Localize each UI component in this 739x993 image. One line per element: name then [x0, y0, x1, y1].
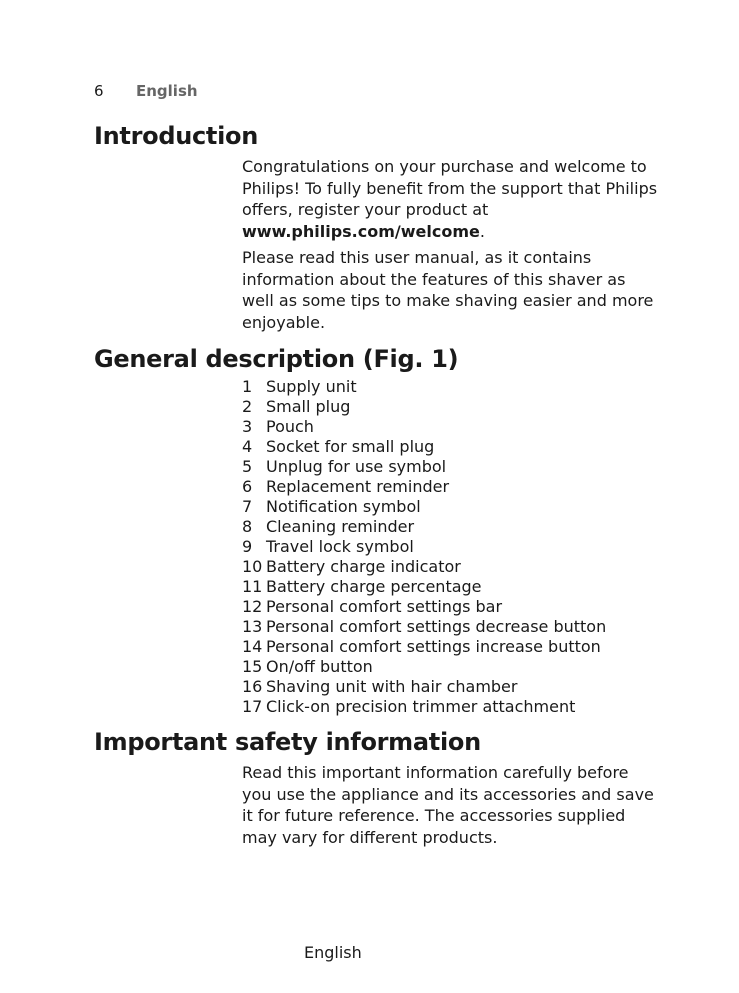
- item-number: 4: [242, 437, 253, 456]
- item-label: Replacement reminder: [266, 477, 450, 496]
- parts-list-item: [242, 537, 606, 557]
- item-number: 10: [242, 557, 263, 576]
- parts-list-item: [242, 637, 606, 657]
- item-label: On/off button: [266, 657, 373, 676]
- philips-welcome-link[interactable]: www.philips.com/welcome: [242, 221, 480, 241]
- item-label: Pouch: [266, 417, 314, 436]
- parts-list-item: [242, 397, 606, 417]
- parts-list: [242, 377, 606, 717]
- parts-list-item: [242, 517, 606, 537]
- item-number: 8: [242, 517, 253, 536]
- parts-list-item: [242, 657, 606, 677]
- introduction-period: .: [479, 221, 485, 241]
- safety-heading: Important safety information: [94, 728, 481, 756]
- safety-paragraph: Read this important information carefully before you use the appliance and its accessories and save it for future reference. The accessories supplied may vary for different products.: [242, 763, 654, 847]
- item-number: 17: [242, 697, 263, 716]
- parts-list-item: [242, 497, 606, 517]
- item-number: 5: [242, 457, 253, 476]
- introduction-paragraph-2: Please read this user manual, as it contains information about the features of this shaver as well as some tips to make shaving easier and more enjoyable.: [242, 248, 654, 332]
- item-label: Click-on precision trimmer attachment: [266, 697, 576, 716]
- header-language: English: [136, 82, 198, 100]
- item-number: 9: [242, 537, 253, 556]
- item-label: Unplug for use symbol: [266, 457, 447, 476]
- item-label: Cleaning reminder: [266, 517, 415, 536]
- item-label: Socket for small plug: [266, 437, 435, 456]
- parts-list-item: [242, 417, 606, 437]
- parts-list-item: [242, 697, 606, 717]
- parts-list-item: [242, 557, 606, 577]
- general-description-heading: General description (Fig. 1): [94, 345, 459, 373]
- item-number: 13: [242, 617, 263, 636]
- item-label: Travel lock symbol: [266, 537, 414, 556]
- item-number: 14: [242, 637, 263, 656]
- item-number: 6: [242, 477, 253, 496]
- item-label: Personal comfort settings bar: [266, 597, 503, 616]
- item-number: 1: [242, 377, 253, 396]
- item-number: 3: [242, 417, 253, 436]
- introduction-heading: Introduction: [94, 122, 258, 150]
- parts-list-item: [242, 457, 606, 477]
- item-number: 12: [242, 597, 263, 616]
- page-header: [94, 80, 198, 102]
- item-label: Notification symbol: [266, 497, 421, 516]
- item-label: Personal comfort settings increase button: [266, 637, 601, 656]
- footer-language: English: [304, 943, 362, 962]
- item-label: Personal comfort settings decrease button: [266, 617, 607, 636]
- item-number: 15: [242, 657, 263, 676]
- page-number: 6: [94, 82, 104, 100]
- introduction-paragraph-1: [242, 156, 662, 242]
- item-number: 7: [242, 497, 253, 516]
- parts-list-item: [242, 617, 606, 637]
- item-label: Battery charge percentage: [266, 577, 482, 596]
- item-label: Supply unit: [266, 377, 357, 396]
- item-label: Shaving unit with hair chamber: [266, 677, 518, 696]
- introduction-text: Congratulations on your purchase and welcome to Philips! To fully benefit from the support that Philips offers, register your product at: [242, 157, 658, 220]
- parts-list-item: [242, 377, 606, 397]
- item-number: 2: [242, 397, 253, 416]
- parts-list-item: [242, 597, 606, 617]
- item-number: 16: [242, 677, 263, 696]
- item-label: Small plug: [266, 397, 351, 416]
- item-label: Battery charge indicator: [266, 557, 461, 576]
- parts-list-item: [242, 437, 606, 457]
- item-number: 11: [242, 577, 263, 596]
- parts-list-item: [242, 677, 606, 697]
- parts-list-item: [242, 577, 606, 597]
- parts-list-item: [242, 477, 606, 497]
